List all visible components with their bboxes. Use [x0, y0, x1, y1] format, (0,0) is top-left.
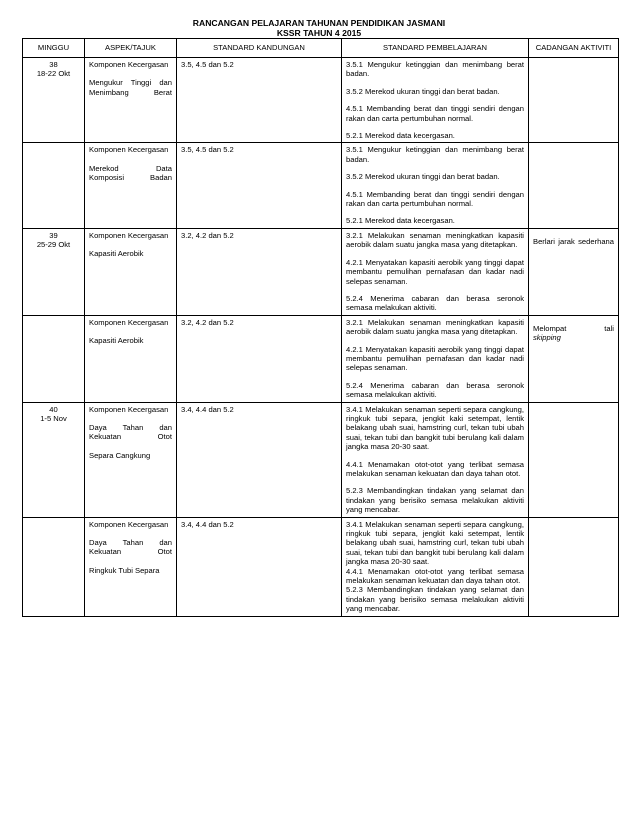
learning-standard-item: 5.2.4 Menerima cabaran dan berasa seronok semasa melakukan aktiviti. — [346, 380, 524, 400]
content-standard-cell: 3.2, 4.2 dan 5.2 — [177, 315, 342, 402]
learning-standard-item: 5.2.3 Membandingkan tindakan yang selamat dan tindakan yang berisiko semasa melakukan aktiviti yang mencabar. — [346, 486, 524, 515]
document-subtitle: KSSR TAHUN 4 2015 — [276, 28, 362, 38]
learning-standard-item: 5.2.1 Merekod data kecergasan. — [346, 131, 455, 141]
table-row — [23, 143, 619, 228]
aspect-line: Ringkuk Tubi Separa — [89, 565, 160, 575]
week-date: 25-29 Okt — [36, 240, 71, 250]
table-body — [23, 58, 619, 617]
content-standard-cell: 3.2, 4.2 dan 5.2 — [177, 228, 342, 315]
learning-standard-item: 5.2.1 Merekod data kecergasan. — [346, 216, 455, 226]
table-header-row — [23, 39, 619, 58]
table-row — [23, 402, 619, 517]
learning-standard-item: 4.2.1 Menyatakan kapasiti aerobik yang tinggi dapat membantu pemulihan pernafasan dan kadar nadi selepas senaman. — [346, 257, 524, 286]
learning-standard-item: 3.4.1 Melakukan senaman seperti separa cangkung, ringkuk tubi separa, jengkit kaki setempat, lentik belakang ubah suai, hamstring curl, tekan tubi ubah suai, tekan tubi dan bangkit tubi berulang kali dalam jangka masa 20-30 saat. — [346, 519, 524, 567]
aspect-cell — [85, 228, 177, 315]
aspect-line: Komponen Kecergasan — [89, 317, 169, 327]
learning-standard-item: 4.5.1 Membanding berat dan tinggi sendiri dengan rakan dan carta pertumbuhan normal. — [346, 104, 524, 123]
learning-standard-item: 4.2.1 Menyatakan kapasiti aerobik yang tinggi dapat membantu pemulihan pernafasan dan kadar nadi selepas senaman. — [346, 344, 524, 373]
aspect-line: Komponen Kecergasan — [89, 519, 169, 529]
aspect-line: Mengukur Tinggi dan Menimbang Berat — [89, 78, 172, 97]
aspect-cell — [85, 315, 177, 402]
column-header-activity: CADANGAN AKTIVITI — [529, 39, 619, 58]
learning-standard-item: 3.2.1 Melakukan senaman meningkatkan kapasiti aerobik dalam suatu jangka masa yang ditetapkan. — [346, 230, 524, 250]
aspect-line: Daya Tahan dan Kekuatan Otot — [89, 422, 172, 442]
activity-italic-text: skipping — [533, 333, 561, 343]
aspect-line: Komponen Kecergasan — [89, 145, 169, 155]
week-cell — [23, 517, 85, 616]
activity-text: Melompat tali — [533, 323, 614, 333]
learning-standard-cell — [342, 517, 529, 616]
week-cell — [23, 315, 85, 402]
content-standard-cell: 3.4, 4.4 dan 5.2 — [177, 402, 342, 517]
table-row — [23, 315, 619, 402]
learning-standard-item: 3.2.1 Melakukan senaman meningkatkan kapasiti aerobik dalam suatu jangka masa yang ditetapkan. — [346, 317, 524, 337]
learning-standard-cell — [342, 402, 529, 517]
week-date: 18-22 Okt — [36, 69, 71, 79]
table-row — [23, 517, 619, 616]
document-title: RANCANGAN PELAJARAN TAHUNAN PENDIDIKAN JASMANI — [192, 18, 446, 28]
learning-standard-cell — [342, 315, 529, 402]
aspect-line: Separa Cangkung — [89, 450, 151, 460]
learning-standard-cell — [342, 58, 529, 143]
week-cell — [23, 58, 85, 143]
week-cell — [23, 143, 85, 228]
aspect-cell — [85, 402, 177, 517]
activity-cell — [529, 402, 619, 517]
aspect-cell — [85, 143, 177, 228]
table-row — [23, 228, 619, 315]
week-number: 40 — [49, 404, 58, 414]
learning-standard-item: 4.4.1 Menamakan otot-otot yang terlibat semasa melakukan senaman kekuatan dan daya tahan otot. — [346, 566, 524, 586]
content-standard-cell: 3.4, 4.4 dan 5.2 — [177, 517, 342, 616]
learning-standard-item: 4.5.1 Membanding berat dan tinggi sendiri dengan rakan dan carta pertumbuhan normal. — [346, 189, 524, 209]
learning-standard-item: 3.4.1 Melakukan senaman seperti separa cangkung, ringkuk tubi separa, jengkit kaki setempat, lentik belakang ubah suai, hamstring curl, tekan tubi ubah suai, tekan tubi dan bangkit tubi berulang kali dalam jangka masa 20-30 saat. — [346, 404, 524, 452]
activity-cell — [529, 143, 619, 228]
learning-standard-item: 3.5.2 Merekod ukuran tinggi dan berat badan. — [346, 172, 500, 182]
week-date: 1-5 Nov — [40, 413, 67, 423]
aspect-line: Komponen Kecergasan — [89, 404, 169, 414]
aspect-cell — [85, 517, 177, 616]
document-title-block — [0, 18, 638, 38]
learning-standard-cell — [342, 143, 529, 228]
learning-standard-item: 3.5.1 Mengukur ketinggian dan menimbang berat badan. — [346, 60, 524, 79]
learning-standard-cell — [342, 228, 529, 315]
week-number: 39 — [49, 230, 58, 240]
learning-standard-item: 4.4.1 Menamakan otot-otot yang terlibat semasa melakukan senaman kekuatan dan daya tahan otot. — [346, 459, 524, 478]
aspect-line: Kapasiti Aerobik — [89, 249, 144, 259]
aspect-line: Merekod Data Komposisi Badan — [89, 163, 172, 183]
column-header-week: MINGGU — [23, 39, 85, 58]
content-standard-cell: 3.5, 4.5 dan 5.2 — [177, 58, 342, 143]
activity-cell — [529, 315, 619, 402]
content-standard-cell: 3.5, 4.5 dan 5.2 — [177, 143, 342, 228]
activity-cell — [529, 228, 619, 315]
activity-cell — [529, 58, 619, 143]
column-header-aspect: ASPEK/TAJUK — [85, 39, 177, 58]
aspect-line: Kapasiti Aerobik — [89, 336, 144, 346]
lesson-plan-table — [22, 38, 619, 617]
learning-standard-item: 5.2.4 Menerima cabaran dan berasa seronok semasa melakukan aktiviti. — [346, 293, 524, 313]
column-header-learning-standard: STANDARD PEMBELAJARAN — [342, 39, 529, 58]
aspect-line: Komponen Kecergasan — [89, 60, 169, 69]
aspect-cell — [85, 58, 177, 143]
activity-text: Berlari jarak sederhana — [533, 236, 614, 246]
week-cell — [23, 228, 85, 315]
activity-cell — [529, 517, 619, 616]
aspect-line: Daya Tahan dan Kekuatan Otot — [89, 538, 172, 557]
week-cell — [23, 402, 85, 517]
column-header-content-standard: STANDARD KANDUNGAN — [177, 39, 342, 58]
week-number: 38 — [49, 60, 58, 69]
learning-standard-item: 5.2.3 Membandingkan tindakan yang selamat dan tindakan yang berisiko semasa melakukan aktiviti yang mencabar. — [346, 585, 524, 614]
learning-standard-item: 3.5.1 Mengukur ketinggian dan menimbang berat badan. — [346, 145, 524, 164]
table-row — [23, 58, 619, 143]
aspect-line: Komponen Kecergasan — [89, 230, 169, 240]
learning-standard-item: 3.5.2 Merekod ukuran tinggi dan berat badan. — [346, 86, 500, 96]
